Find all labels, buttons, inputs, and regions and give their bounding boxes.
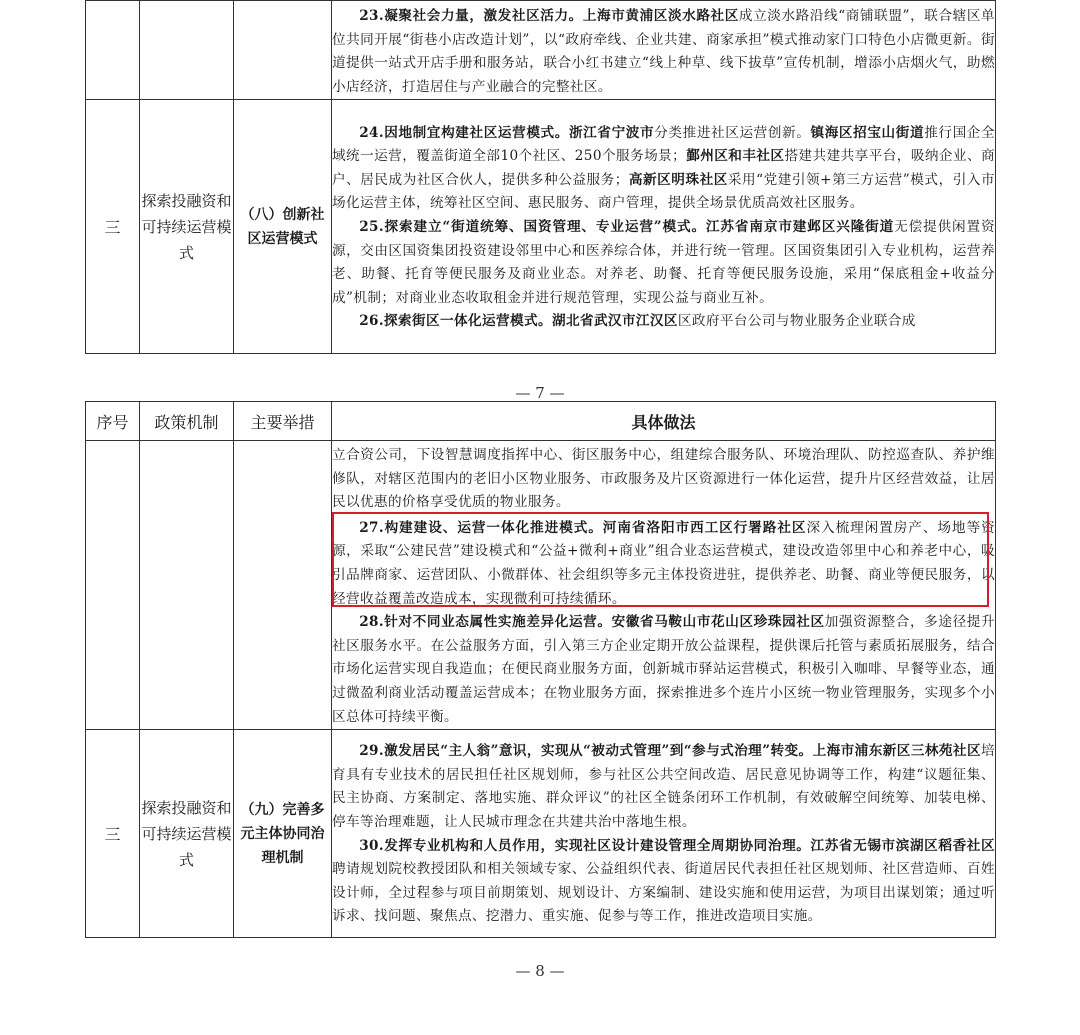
- header-measure: 主要举措: [234, 402, 332, 441]
- content-cell: [332, 730, 996, 938]
- content-cell: [332, 100, 996, 354]
- page8-table: [85, 401, 996, 938]
- table-row: [86, 100, 996, 354]
- main-measure: （九）完善多元主体协同治理机制: [234, 730, 332, 938]
- paragraph-26-continued: 立合资公司，下设智慧调度指挥中心、街区服务中心，组建综合服务队、环境治理队、防控巡查队、养护维修队，对辖区范围内的老旧小区物业服务、市政服务及片区资源进行一体化运营，提升片区经营效益，让居民以优惠的价格享受优质的物业服务。: [332, 447, 995, 511]
- header-mechanism: 政策机制: [140, 402, 234, 441]
- table-row: [86, 1, 996, 100]
- policy-mechanism: 探索投融资和可持续运营模式: [140, 100, 234, 354]
- header-practice: 具体做法: [332, 402, 996, 441]
- content-cell: [332, 1, 996, 100]
- main-measure: （八）创新社区运营模式: [234, 100, 332, 354]
- page-number: — 8 —: [515, 962, 565, 980]
- table-header-row: [86, 402, 996, 441]
- page-number: — 7 —: [515, 384, 565, 402]
- paragraph-24: 24.因地制宜构建社区运营模式。浙江省宁波市分类推进社区运营创新。镇海区招宝山街道推行国企全域统一运营，覆盖街道全部10个社区、250个服务场景；鄞州区和丰社区搭建共建共享平台，吸纳企业、商户、居民成为社区合伙人，提供多种公益服务；高新区明珠社区采用“党建引领+第三方运营”模式，引入市场化运营主体，统筹社区空间、惠民服务、商户管理，提供全场景优质高效社区服务。: [332, 124, 996, 212]
- table-row: [86, 730, 996, 938]
- page7-table: [85, 0, 996, 354]
- paragraph-29: 29.激发居民“主人翁”意识，实现从“被动式管理”到“参与式治理”转变。上海市浦东新区三林苑社区培育具有专业技术的居民担任社区规划师，参与社区公共空间改造、居民意见协调等工作，构建“议题征集、民主协商、方案制定、落地实施、群众评议”的社区全链条闭环工作机制，有效破解空间统筹、加装电梯、停车等治理难题，让人民城市理念在共建共治中落地生根。: [332, 743, 995, 831]
- content-cell: [332, 441, 996, 730]
- table-row: [86, 441, 996, 730]
- paragraph-26: 26.探索街区一体化运营模式。湖北省武汉市江汉区区政府平台公司与物业服务企业联合成: [359, 313, 916, 330]
- row-index: 三: [86, 730, 140, 938]
- policy-mechanism: 探索投融资和可持续运营模式: [140, 730, 234, 938]
- paragraph-23: 23.凝聚社会力量，激发社区活力。上海市黄浦区淡水路社区成立淡水路沿线“商铺联盟”，联合辖区单位共同开展“街巷小店改造计划”，以“政府牵线、企业共建、商家承担”模式推动家门口特色小店微更新。街道提供一站式开店手册和服务站，联合小红书建立“线上种草、线下拔草”宣传机制，增添小店烟火气，助燃小店经济，打造居住与产业融合的完整社区。: [332, 8, 995, 95]
- header-index: 序号: [86, 402, 140, 441]
- paragraph-27: 27.构建建设、运营一体化推进模式。河南省洛阳市西工区行署路社区深入梳理闲置房产、场地等资源，采取“公建民营”建设模式和“公益+微利+商业”组合业态运营模式，建设改造邻里中心和养老中心，吸引品牌商家、运营团队、小微群体、社会组织等多元主体投资进驻，提供养老、助餐、商业等便民服务，以经营收益覆盖改造成本，实现微利可持续循环。: [332, 519, 996, 607]
- paragraph-25: 25.探索建立“街道统筹、国资管理、专业运营”模式。江苏省南京市建邺区兴隆街道无偿提供闲置资源，交由区国资集团投资建设邻里中心和医养综合体，并进行统一管理。区国资集团引入专业机构，运营养老、助餐、托育等便民服务及商业业态。对养老、助餐、托育等便民服务设施，采用“保底租金+收益分成”机制；对商业业态收取租金并进行规范管理，实现公益与商业互补。: [332, 219, 995, 306]
- paragraph-30: 30.发挥专业机构和人员作用，实现社区设计建设管理全周期协同治理。江苏省无锡市滨湖区稻香社区聘请规划院校教授团队和相关领域专家、公益组织代表、街道居民代表担任社区规划师、社区营造师、百姓设计师，全过程参与项目前期策划、规划设计、方案编制、建设实施和使用运营，为项目出谋划策；通过听诉求、找问题、聚焦点、挖潜力、重实施、促参与等工作，推进改造项目实施。: [332, 837, 995, 925]
- row-index: 三: [86, 100, 140, 354]
- paragraph-28: 28.针对不同业态属性实施差异化运营。安徽省马鞍山市花山区珍珠园社区加强资源整合，多途径提升社区服务水平。在公益服务方面，引入第三方企业定期开放公益课程，提供课后托管与素质拓展服务，结合市场化运营实现自我造血；在便民商业服务方面，创新城市驿站运营模式，积极引入咖啡、早餐等业态，通过微盈利商业活动覆盖运营成本；在物业服务方面，探索推进多个连片小区统一物业管理服务，实现多个小区总体可持续平衡。: [332, 614, 995, 725]
